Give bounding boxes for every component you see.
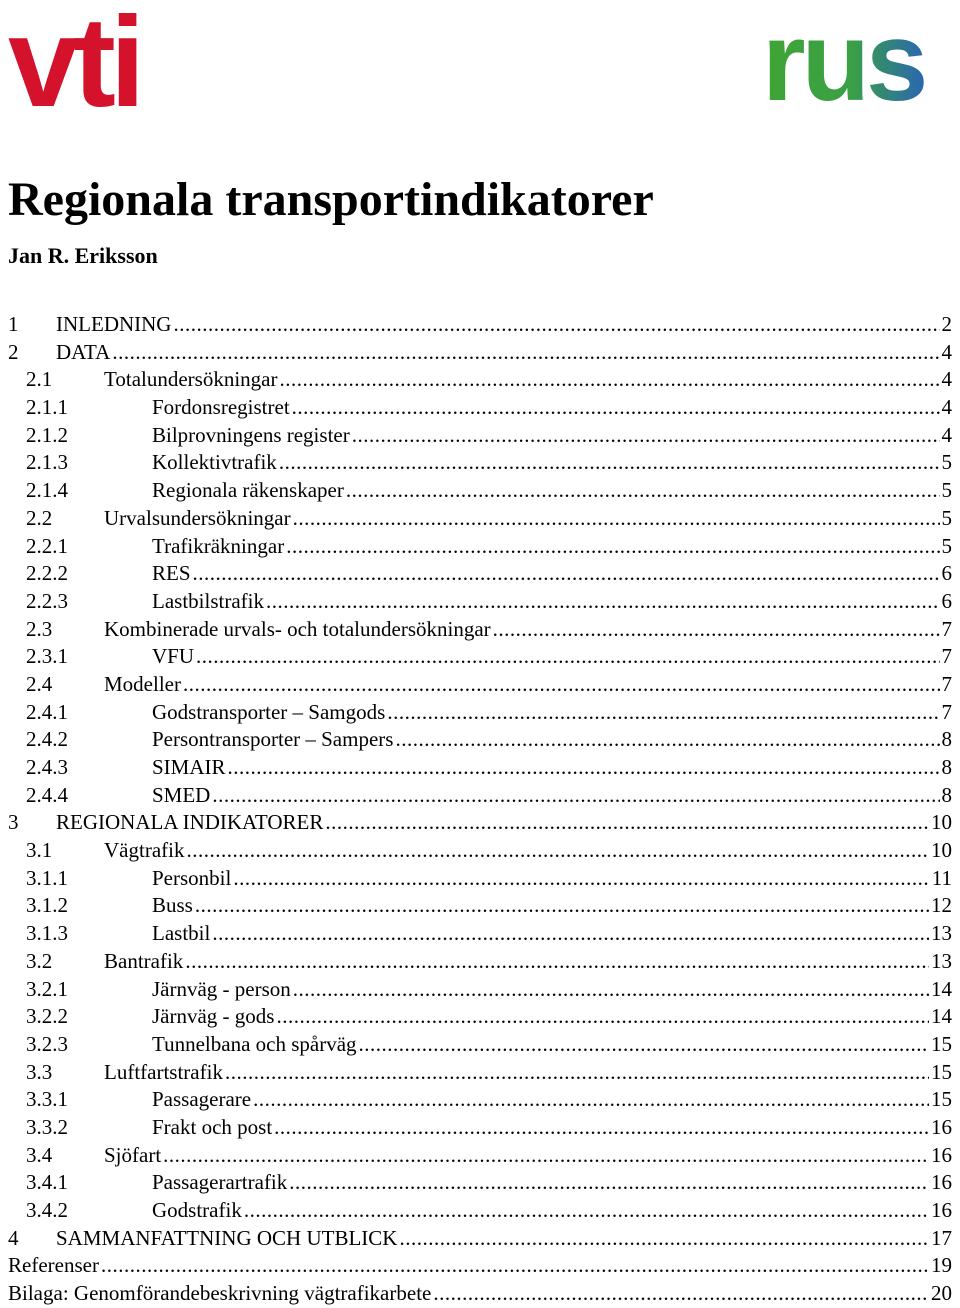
toc-entry-label: Järnväg - person [152,976,291,1001]
toc-entry[interactable] [8,1169,952,1197]
toc-entry-number: 3.3.2 [26,1114,68,1139]
toc-entry[interactable] [8,311,952,339]
toc-entry-number: 3.1.3 [26,921,68,946]
toc-entry-number: 2.4.3 [26,755,68,779]
toc-leader-dots [112,339,939,367]
toc-entry-label: DATA [56,339,111,364]
toc-entry[interactable] [8,505,952,533]
toc-entry[interactable] [8,920,952,948]
toc-entry-label: REGIONALA INDIKATORER [56,810,324,835]
toc-entry-number: 2.3 [26,616,53,641]
toc-entry[interactable] [8,699,952,727]
toc-leader-dots [195,892,929,920]
toc-leader-dots [395,726,939,754]
rus-logo [762,16,958,106]
toc-leader-dots [173,311,939,339]
toc-entry[interactable] [8,449,952,477]
toc-leader-dots [276,1003,929,1031]
toc-entry[interactable] [8,837,952,865]
toc-entry-page: 17 [931,1225,952,1250]
toc-entry[interactable] [8,1197,952,1225]
toc-leader-dots [280,366,940,394]
toc-entry-page: 5 [941,478,952,503]
toc-entry-page: 19 [931,1253,952,1278]
toc-entry-number: 2.2.1 [26,533,68,558]
toc-leader-dots [293,505,940,533]
toc-entry[interactable] [8,782,952,810]
toc-entry-label: INLEDNING [56,312,172,336]
toc-entry[interactable] [8,477,952,505]
toc-entry[interactable] [8,1252,952,1280]
toc-entry[interactable] [8,588,952,616]
toc-entry[interactable] [8,976,952,1004]
toc-entry[interactable] [8,1059,952,1087]
toc-leader-dots [183,671,940,699]
toc-entry-page: 20 [931,1281,952,1306]
table-of-contents [8,311,952,1308]
toc-entry-label: Frakt och post [152,1114,273,1139]
toc-entry[interactable] [8,394,952,422]
toc-entry-page: 5 [941,505,952,530]
toc-entry-number: 3.2.2 [26,1004,68,1029]
toc-entry-page: 13 [931,921,952,946]
toc-leader-dots [101,1252,929,1280]
toc-entry-number: 2.1 [26,367,53,392]
toc-entry-page: 8 [941,727,952,752]
toc-entry-number: 2.1.2 [26,422,68,447]
toc-entry-page: 13 [931,948,952,973]
toc-leader-dots [293,976,929,1004]
toc-leader-dots [212,782,939,810]
toc-leader-dots [163,1142,929,1170]
toc-entry[interactable] [8,1114,952,1142]
toc-leader-dots [233,865,929,893]
toc-entry-number: 2.1.4 [26,478,68,503]
toc-entry-label: Järnväg - gods [152,1004,275,1029]
toc-entry[interactable] [8,726,952,754]
toc-leader-dots [228,754,940,782]
toc-entry-page: 2 [941,312,952,336]
toc-entry-page: 7 [941,644,952,669]
toc-entry-page: 15 [931,1059,952,1084]
toc-entry-number: 3.3 [26,1059,53,1084]
toc-entry[interactable] [8,948,952,976]
toc-entry-number: 2.4.2 [26,727,68,752]
toc-entry-label: Bilaga: Genomförandebeskrivning vägtrafikarbete [8,1281,432,1306]
toc-leader-dots [433,1280,929,1308]
toc-entry-page: 16 [931,1198,952,1222]
toc-leader-dots [274,1114,929,1142]
toc-entry-number: 2.4 [26,671,53,696]
rus-logo-text: rus [762,16,925,106]
toc-entry-page: 7 [941,699,952,724]
toc-entry-label: Passagerartrafik [152,1170,288,1195]
toc-entry-number: 2 [8,339,19,364]
toc-entry-label: Luftfartstrafik [104,1059,223,1084]
toc-entry-number: 2.4.4 [26,782,68,807]
toc-entry[interactable] [8,1003,952,1031]
toc-leader-dots [493,616,940,644]
document-title: Regionala transportindikatorer [8,173,654,226]
toc-entry-label: Persontransporter – Sampers [152,727,394,752]
toc-leader-dots [186,837,929,865]
toc-entry[interactable] [8,754,952,782]
toc-entry-label: Bilprovningens register [152,422,350,447]
toc-entry-number: 3.2.1 [26,976,68,1001]
toc-entry-label: Passagerare [152,1087,252,1112]
toc-entry-label: Sjöfart [104,1142,162,1167]
toc-entry-page: 14 [931,976,952,1001]
toc-entry-number: 2.1.3 [26,450,68,475]
toc-entry-label: Lastbil [152,921,211,946]
toc-leader-dots [225,1059,929,1087]
toc-entry-number: 3.4 [26,1142,53,1167]
toc-entry-label: Godstransporter – Samgods [152,699,386,724]
toc-entry-label: Regionala räkenskaper [152,478,344,503]
toc-entry[interactable] [8,560,952,588]
toc-entry[interactable] [8,1280,952,1308]
toc-leader-dots [359,1031,929,1059]
toc-leader-dots [387,699,939,727]
toc-entry-label: Modeller [104,671,181,696]
toc-entry-label: Tunnelbana och spårväg [152,1031,357,1056]
toc-entry-page: 7 [941,616,952,641]
toc-entry[interactable] [8,809,952,837]
toc-entry-page: 4 [941,367,952,392]
toc-entry-number: 3.2.3 [26,1031,68,1056]
toc-leader-dots [196,643,939,671]
toc-leader-dots [279,449,940,477]
toc-entry-page: 16 [931,1142,952,1167]
toc-leader-dots [292,394,940,422]
toc-entry-label: VFU [152,644,195,669]
toc-entry[interactable] [8,616,952,644]
toc-leader-dots [185,948,929,976]
toc-leader-dots [212,920,929,948]
toc-entry-label: Personbil [152,865,232,890]
toc-entry-label: Buss [152,893,193,918]
toc-leader-dots [193,560,940,588]
toc-entry-label: Lastbilstrafik [152,588,264,613]
toc-leader-dots [325,809,929,837]
author: Jan R. Eriksson [8,243,158,268]
toc-entry-number: 3.4.2 [26,1198,68,1222]
toc-entry-number: 2.2.3 [26,588,68,613]
toc-entry-number: 3.1.2 [26,893,68,918]
toc-entry-page: 4 [941,422,952,447]
vti-logo [8,4,168,112]
toc-entry-label: Urvalsundersökningar [104,505,291,530]
toc-entry-label: SAMMANFATTNING OCH UTBLICK [56,1225,398,1250]
toc-entry-label: Fordonsregistret [152,395,290,420]
toc-leader-dots [352,422,940,450]
toc-leader-dots [286,533,939,561]
toc-entry-label: Bantrafik [104,948,184,973]
toc-entry-page: 8 [941,782,952,807]
toc-entry-page: 5 [941,533,952,558]
toc-entry-label: Godstrafik [152,1198,242,1222]
toc-entry-page: 7 [941,671,952,696]
toc-entry-page: 15 [931,1087,952,1112]
toc-entry-page: 10 [931,810,952,835]
toc-entry[interactable] [8,366,952,394]
toc-entry[interactable] [8,892,952,920]
toc-entry-label: Referenser [8,1253,99,1278]
toc-leader-dots [399,1225,929,1253]
toc-entry-page: 14 [931,1004,952,1029]
toc-entry[interactable] [8,865,952,893]
toc-entry-number: 2.3.1 [26,644,68,669]
toc-entry-page: 11 [931,865,952,890]
toc-entry[interactable] [8,1225,952,1253]
toc-entry-page: 16 [931,1114,952,1139]
toc-entry-number: 3.2 [26,948,53,973]
toc-entry-page: 12 [931,893,952,918]
toc-entry[interactable] [8,1086,952,1114]
toc-entry-page: 5 [941,450,952,475]
toc-entry-label: Kombinerade urvals- och totalundersökningar [104,616,491,641]
toc-entry-label: SMED [152,782,211,807]
toc-entry-page: 6 [941,561,952,586]
toc-entry-number: 2.2.2 [26,561,68,586]
toc-leader-dots [253,1086,929,1114]
toc-entry-page: 4 [941,395,952,420]
toc-entry-label: Trafikräkningar [152,533,285,558]
toc-entry-number: 3.3.1 [26,1087,68,1112]
toc-entry[interactable] [8,643,952,671]
toc-entry-label: Kollektivtrafik [152,450,277,475]
toc-entry-number: 2.1.1 [26,395,68,420]
toc-entry[interactable] [8,1142,952,1170]
toc-entry[interactable] [8,339,952,367]
toc-entry[interactable] [8,1031,952,1059]
toc-entry-number: 3.1 [26,838,53,863]
toc-entry-page: 6 [941,588,952,613]
toc-entry-number: 3.1.1 [26,865,68,890]
toc-entry[interactable] [8,533,952,561]
vti-logo-text: vti [8,4,140,112]
toc-entry-page: 4 [941,339,952,364]
toc-entry-number: 2.4.1 [26,699,68,724]
toc-entry-number: 4 [8,1225,19,1250]
toc-leader-dots [346,477,940,505]
toc-entry-label: Totalundersökningar [104,367,278,392]
toc-entry[interactable] [8,671,952,699]
toc-entry-page: 10 [931,838,952,863]
toc-leader-dots [244,1197,929,1225]
toc-entry-page: 15 [931,1031,952,1056]
toc-entry-number: 3 [8,810,19,835]
toc-entry-label: RES [152,561,191,586]
toc-entry-number: 1 [8,312,19,336]
toc-entry-page: 16 [931,1170,952,1195]
toc-entry-label: SIMAIR [152,755,226,779]
toc-entry-page: 8 [941,755,952,779]
toc-entry-label: Vägtrafik [104,838,185,863]
toc-entry[interactable] [8,422,952,450]
toc-entry-number: 3.4.1 [26,1170,68,1195]
toc-leader-dots [289,1169,929,1197]
toc-entry-number: 2.2 [26,505,53,530]
toc-leader-dots [266,588,940,616]
